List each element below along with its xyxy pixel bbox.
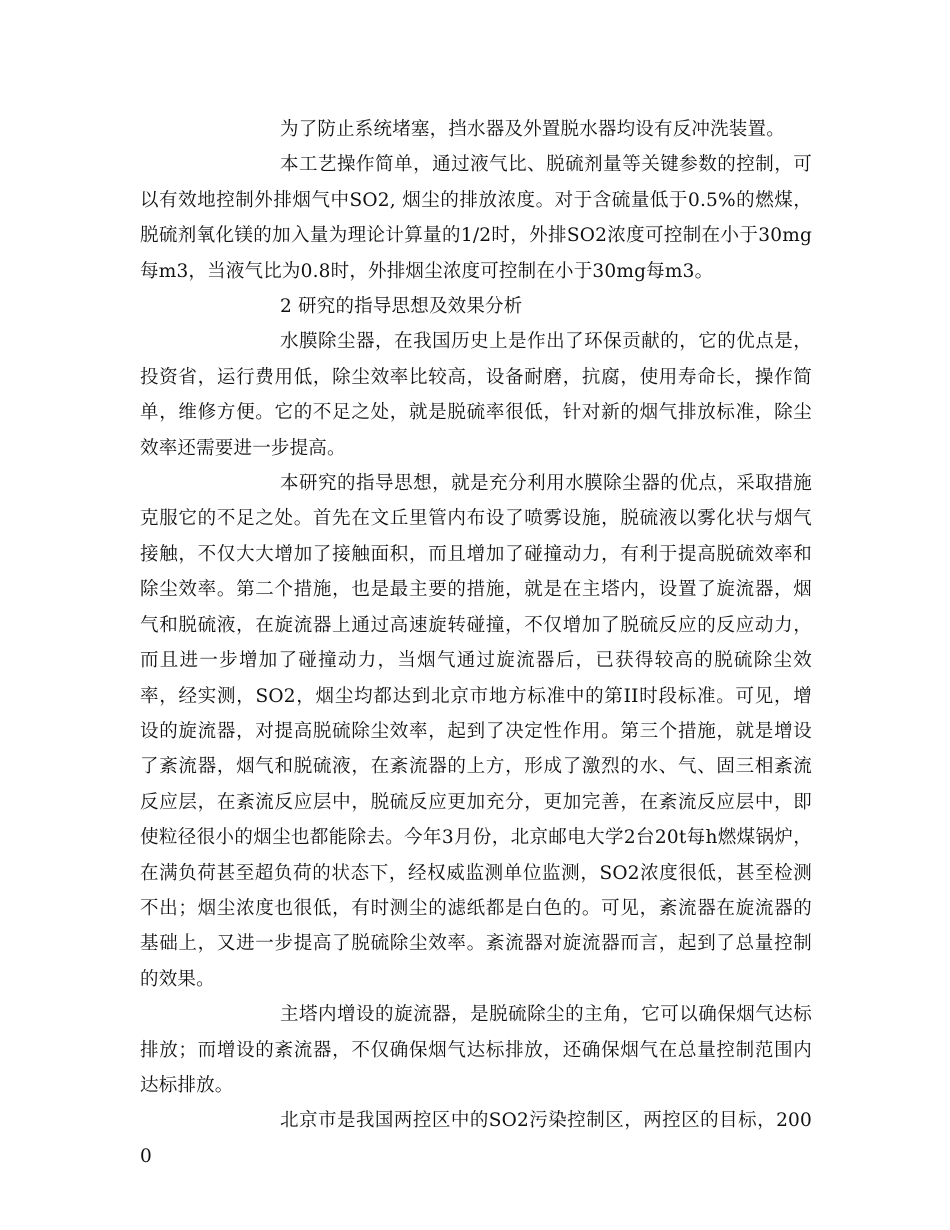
section-heading-2: 2 研究的指导思想及效果分析 bbox=[280, 296, 523, 318]
paragraph-research-guidance: 本研究的指导思想，就是充分利用水膜除尘器的优点，采取措施克服它的不足之处。首先在文丘里管内布设了喷雾设施，脱硫液以雾化状与烟气接触，不仅大大增加了接触面积，而且增加了碰撞动力，有利于提高脱硫效率和除尘效率。第二个措施，也是最主要的措施，就是在主塔内，设置了旋流器，烟气和脱硫液，在旋流器上通过高速旋转碰撞，不仅增加了脱硫反应的反应动力，而且进一步增加了碰撞动力，当烟气通过旋流器后，已获得较高的脱硫除尘效率，经实测，SO2，烟尘均都达到北京市地方标准中的第II时段标准。可见，增设的旋流器，对提高脱硫除尘效率，起到了决定性作用。第三个措施，就是增设了紊流器，烟气和脱硫液，在紊流器的上方，形成了激烈的水、气、固三相紊流反应层，在紊流反应层中，脱硫反应更加充分，更加完善，在紊流反应层中，即使粒径很小的烟尘也都能除去。今年3月份，北京邮电大学2台20t每h燃煤锅炉，在满负荷甚至超负荷的状态下，经权威监测单位监测，SO2浓度很低，甚至检测不出；烟尘浓度也很低，有时测尘的滤纸都是白色的。可见，紊流器在旋流器的基础上，又进一步提高了脱硫除尘效率。紊流器对旋流器而言，起到了总量控制的效果。 bbox=[140, 473, 812, 990]
paragraph-beijing-control-zone: 北京市是我国两控区中的SO2污染控制区，两控区的目标，2000 bbox=[140, 1110, 812, 1167]
paragraph-backflush: 为了防止系统堵塞，挡水器及外置脱水器均设有反冲洗装置。 bbox=[280, 119, 785, 140]
paragraph-process-control: 本工艺操作简单，通过液气比、脱硫剂量等关键参数的控制，可以有效地控制外排烟气中SO2, 烟尘的排放浓度。对于含硫量低于0.5%的燃煤，脱硫剂氧化镁的加入量为理论计算量的1/2时，外排SO2浓度可控制在小于30mg每m3，当液气比为0.8时，外排烟尘浓度可控制在小于30mg每m3。 bbox=[140, 154, 812, 282]
paragraph-water-film-dust-collector: 水膜除尘器，在我国历史上是作出了环保贡献的，它的优点是，投资省，运行费用低，除尘效率比较高，设备耐磨，抗腐，使用寿命长，操作简单，维修方便。它的不足之处，就是脱硫率很低，针对新的烟气排放标准，除尘效率还需要进一步提高。 bbox=[140, 331, 812, 459]
paragraph-cyclone-role: 主塔内增设的旋流器，是脱硫除尘的主角，它可以确保烟气达标排放；而增设的紊流器，不仅确保烟气达标排放，还确保烟气在总量控制范围内达标排放。 bbox=[140, 1004, 812, 1096]
document-body bbox=[140, 112, 812, 1174]
